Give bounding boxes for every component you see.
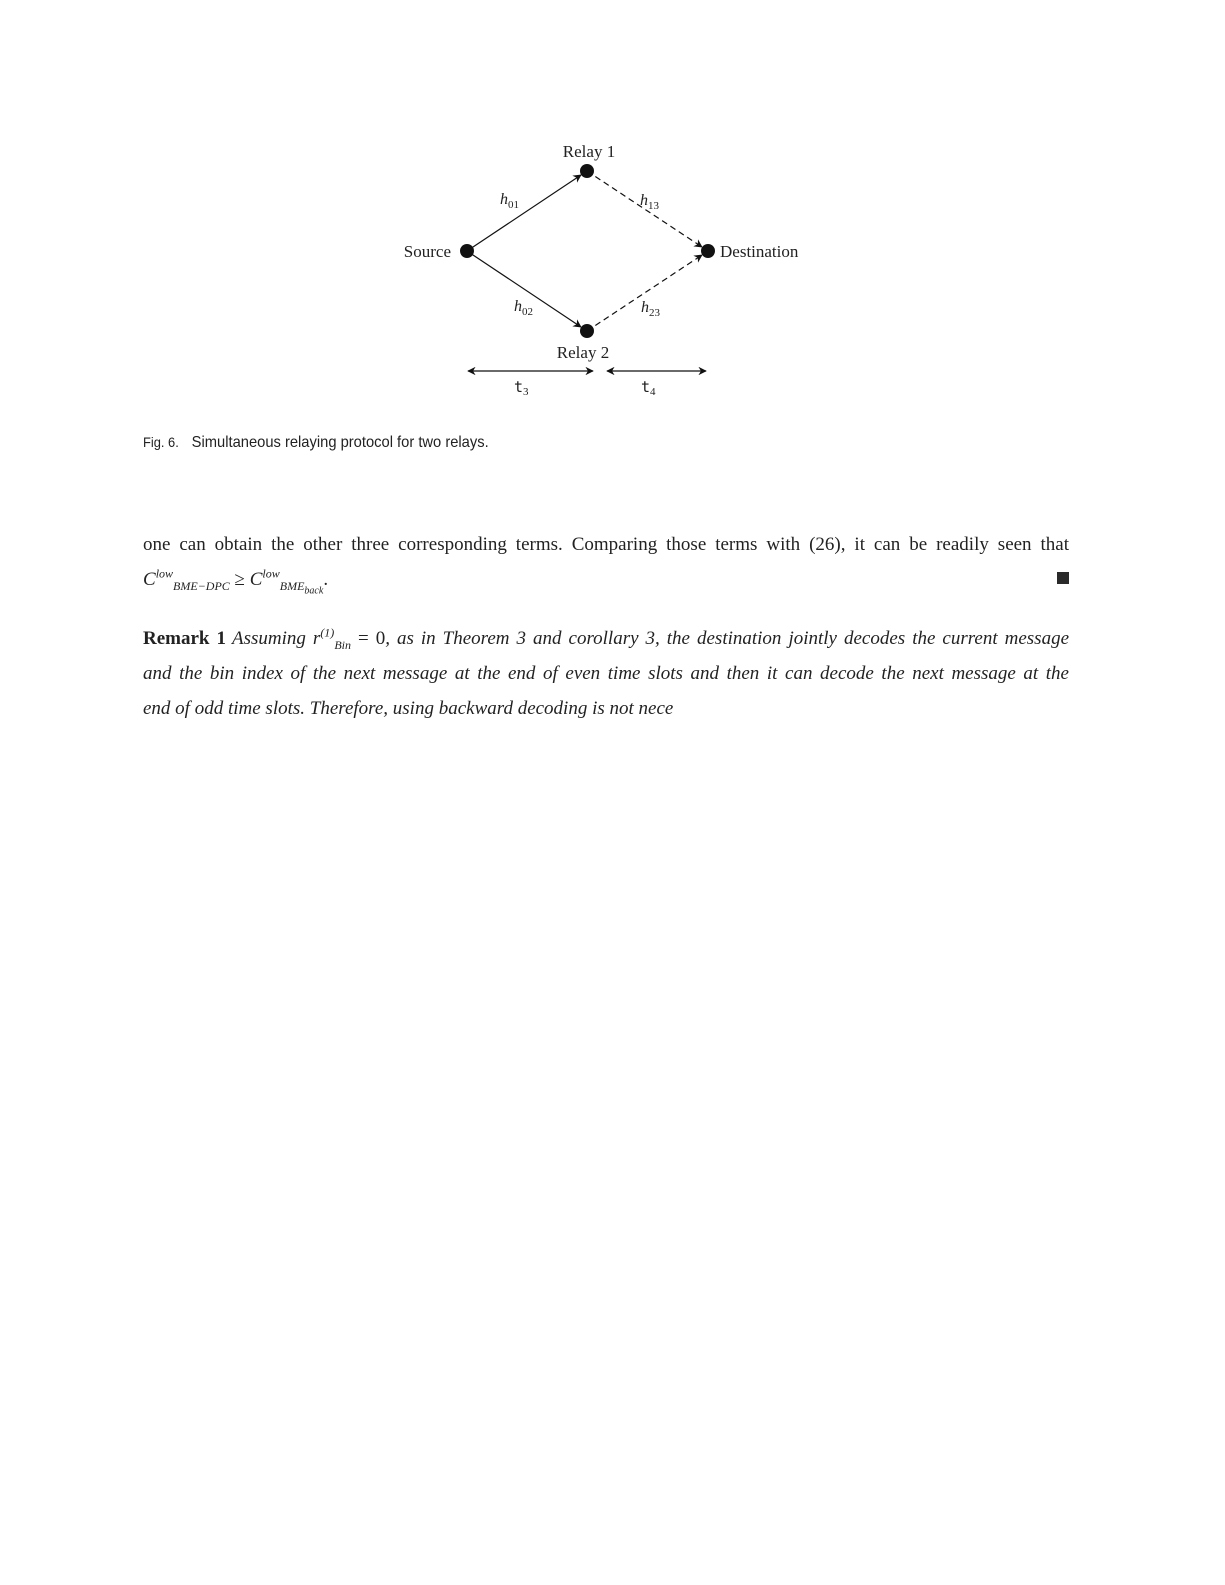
qed-square-icon [1057, 572, 1069, 584]
link-label-h02: $h_{02}$ [514, 298, 533, 318]
r-bin-symbol: $r^{(1)}_{Bin}$ [312, 625, 351, 652]
paragraph-proof-end [143, 527, 1069, 597]
node-source [460, 244, 474, 258]
label-destination: Destination [720, 242, 799, 261]
link-label-h01: $h_{01}$ [500, 191, 519, 211]
label-source: Source [403, 242, 451, 261]
edge-relay1-destination [587, 171, 702, 247]
edge-source-relay1 [467, 175, 581, 251]
label-relay2: Relay 2 [556, 343, 610, 362]
protocol-diagram [380, 130, 840, 410]
timing-label-t4: t4 [641, 378, 656, 398]
link-label-h13: $h_{13}$ [640, 192, 659, 212]
timing-label-t3: t3 [514, 378, 529, 398]
remark-block [143, 621, 1069, 726]
capacity-bme-dpc: $C^{low}_{BME-DPC}$ [143, 566, 230, 593]
geq-symbol: ≥ [229, 569, 250, 590]
link-label-h23: $h_{23}$ [641, 299, 660, 319]
node-destination [701, 244, 715, 258]
figure-caption-text: Simultaneous relaying protocol for two relays. [191, 434, 489, 451]
capacity-bme-back: $C^{low}_{BME_{back}}$ [249, 566, 324, 597]
label-relay1: Relay 1 [562, 142, 616, 161]
remark-line: and the bin index of the next message at the end of even time slots and then it can decode the next message at the [143, 663, 1069, 684]
figure-caption [143, 434, 489, 452]
figure-number: Fig. 6. [143, 434, 179, 450]
remark-line: Remark 1 Assuming $r^{(1)}_{Bin} = 0$, as in Theorem 3 and corollary 3, the destination jointly decodes the current message [143, 625, 1070, 652]
paragraph-equation-line: $C^{low}_{BME-DPC} \ge C^{low}_{BME_{back}}$. [143, 562, 1069, 597]
remark-line: end of odd time slots. Therefore, using backward decoding is not nece [143, 698, 674, 719]
paragraph-line: one can obtain the other three corresponding terms. Comparing those terms with (26), it can be readily seen that [143, 534, 1069, 555]
protocol-diagram-svg [380, 130, 840, 410]
edge-relay2-destination [587, 255, 702, 331]
node-relay1 [580, 164, 594, 178]
remark-label: Remark 1 [143, 628, 226, 649]
node-relay2 [580, 324, 594, 338]
